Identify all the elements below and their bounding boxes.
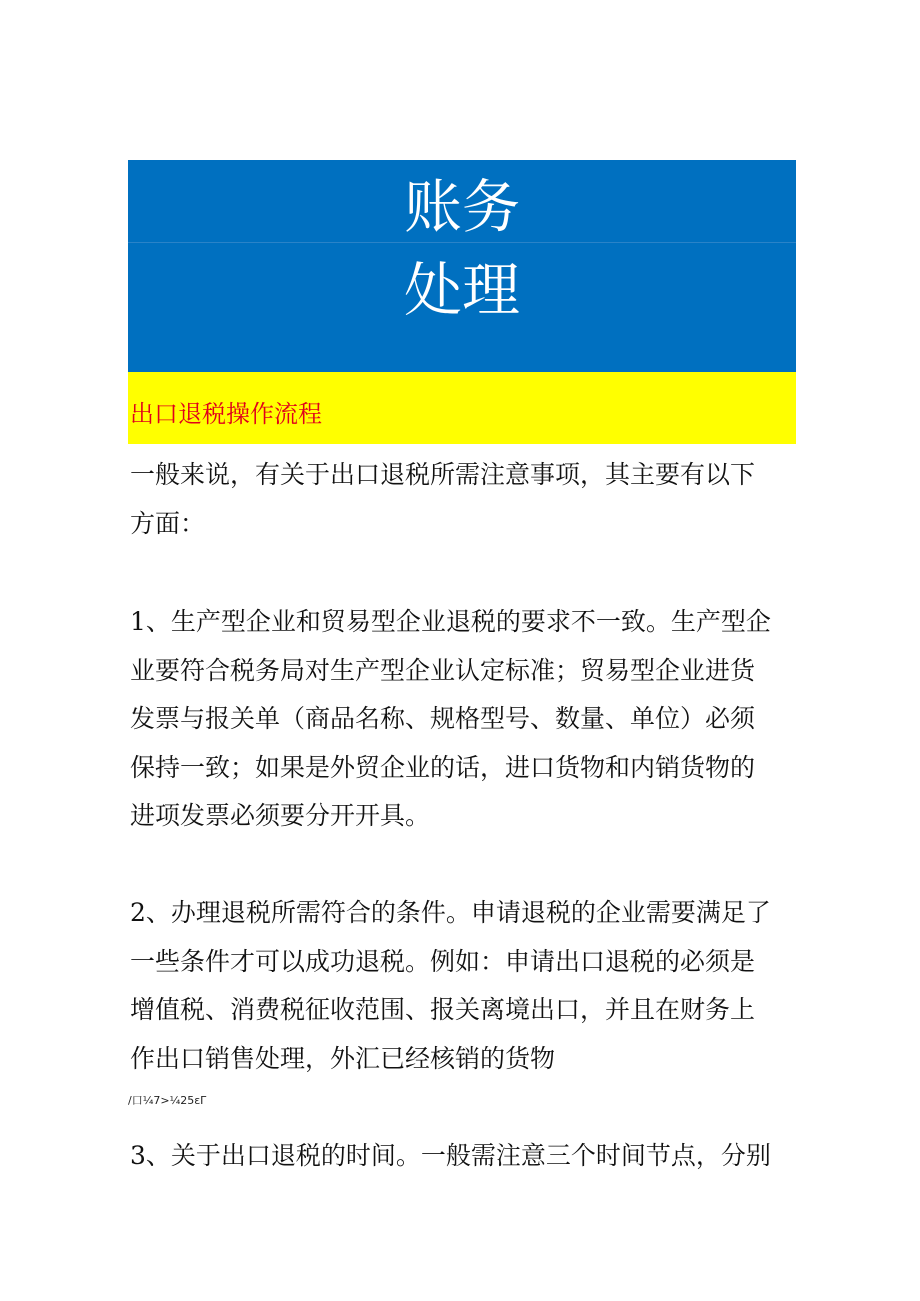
garbled-text-fragment: /口¼7>¼25εΓ	[128, 1094, 207, 1107]
intro-line: 一般来说，有关于出口退税所需注意事项，其主要有以下	[130, 460, 756, 489]
section-heading: 出口退税操作流程	[130, 400, 322, 428]
item-2-line: 2、办理退税所需符合的条件。申请退税的企业需要满足了	[130, 898, 771, 927]
item-2-paragraph	[130, 889, 796, 1083]
item-1-line: 1、生产型企业和贸易型企业退税的要求不一致。生产型企	[130, 607, 771, 636]
intro-paragraph	[130, 451, 796, 548]
intro-line: 方面：	[130, 508, 206, 538]
item-1-line: 进项发票必须要分开开具。	[130, 801, 431, 830]
item-1-line: 业要符合税务局对生产型企业认定标准；贸易型企业进货	[130, 655, 756, 685]
item-3-paragraph	[130, 1132, 796, 1181]
item-1-line: 保持一致；如果是外贸企业的话，进口货物和内销货物的	[130, 752, 756, 782]
item-2-line: 一些条件才可以成功退税。例如：申请出口退税的必须是	[130, 946, 756, 976]
item-3-line: 3、关于出口退税的时间。一般需注意三个时间节点，分别	[130, 1141, 771, 1170]
title-divider	[128, 242, 796, 243]
item-2-line: 作出口销售处理，外汇已经核销的货物	[130, 1043, 556, 1073]
title-line-1: 账务	[403, 173, 520, 241]
item-1-line: 发票与报关单（商品名称、规格型号、数量、单位）必须	[130, 704, 756, 733]
item-2-line: 增值税、消费税征收范围、报关离境出口，并且在财务上	[130, 995, 756, 1024]
item-1-paragraph	[130, 598, 796, 841]
title-line-2: 处理	[403, 256, 520, 324]
